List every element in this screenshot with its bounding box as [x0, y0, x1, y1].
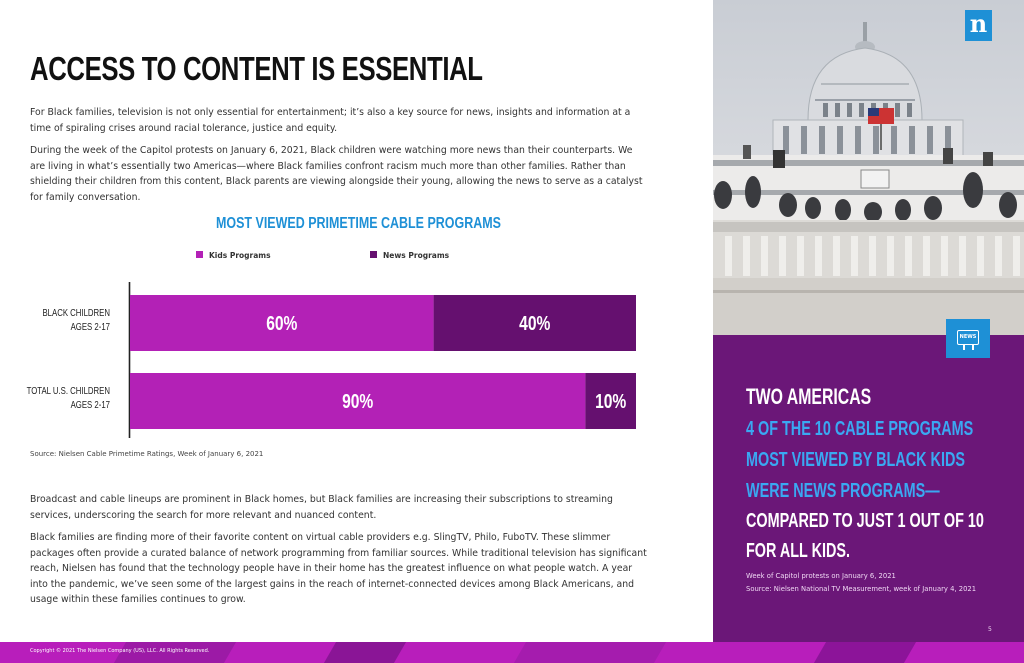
data-label-1-1: 60% — [266, 312, 298, 335]
callout-line-3: WERE NEWS PROGRAMS— — [746, 480, 940, 502]
data-label-2-2: 10% — [595, 390, 627, 413]
category-label-1-line-2: AGES 2-17 — [70, 321, 110, 333]
chart-title: MOST VIEWED PRIMETIME CABLE PROGRAMS — [216, 215, 501, 232]
legend-swatch-1 — [196, 251, 203, 258]
callout-note-source: Source: Nielsen National TV Measurement, week of January 4, 2021 — [746, 585, 977, 593]
legend-label-1: Kids Programs — [209, 251, 271, 260]
callout-line-5: FOR ALL KIDS. — [746, 540, 851, 562]
callout-line-1: 4 OF THE 10 CABLE PROGRAMS — [746, 418, 974, 440]
page-title: ACCESS TO CONTENT IS ESSENTIAL — [30, 50, 483, 87]
chart-source: Source: Nielsen Cable Primetime Ratings, Week of January 6, 2021 — [30, 450, 264, 458]
callout-headline: TWO AMERICAS — [746, 384, 872, 409]
callout-note-week: Week of Capitol protests on January 6, 2021 — [746, 572, 896, 580]
news-icon-label: NEWS — [959, 334, 977, 340]
data-label-2-1: 90% — [342, 390, 374, 413]
legend-label-2: News Programs — [383, 251, 450, 260]
callout-line-2: MOST VIEWED BY BLACK KIDS — [746, 449, 965, 471]
streaming-paragraph: Broadcast and cable lineups are prominent in Black homes, but Black families are increasing their subscriptions to streaming services, underscoring the search for more relevant and nuanced content. — [30, 494, 613, 521]
category-label-2-line-1: TOTAL U.S. CHILDREN — [26, 385, 110, 397]
capitol-paragraph: During the week of the Capitol protests on January 6, 2021, Black children were watching more news than their counterparts. We are living in what’s essentially two Americas—where Black families confront racism much more than other families. Rather than shielding their children from this content, Black parents are viewing alongside their young, allowing the news to serve as a catalyst for family conversation. — [30, 145, 643, 203]
category-label-1-line-1: BLACK CHILDREN — [42, 307, 110, 319]
data-label-1-2: 40% — [519, 312, 551, 335]
news-tv-icon — [946, 319, 990, 358]
virtual-cable-paragraph: Black families are finding more of their favorite content on virtual cable providers e.g. SlingTV, Philo, FuboTV. These slimmer packages often provide a curated balance of network programming from familiar sources. While traditional television has significant reach, Nielsen has found that the technology people have in their home has the greatest influence on what people watch. A year into the pandemic, we’ve seen some of the largest gains in the reach of internet-connected devices among Black Americans, and usage within these families continues to grow. — [30, 532, 647, 605]
copyright-text: Copyright © 2021 The Nielsen Company (US), LLC. All Rights Reserved. — [30, 648, 210, 654]
capitol-photo — [713, 0, 1024, 335]
callout-line-4: COMPARED TO JUST 1 OUT OF 10 — [746, 510, 984, 532]
category-label-2-line-2: AGES 2-17 — [70, 399, 110, 411]
intro-paragraph: For Black families, television is not only essential for entertainment; it’s also a key source for news, insights and information at a time of spiraling crises around racial tolerance, justice and equity. — [30, 107, 631, 134]
stacked-bar-chart — [0, 240, 660, 450]
nielsen-logo: n — [965, 10, 992, 41]
page-number: 5 — [988, 626, 992, 633]
legend-swatch-2 — [370, 251, 377, 258]
